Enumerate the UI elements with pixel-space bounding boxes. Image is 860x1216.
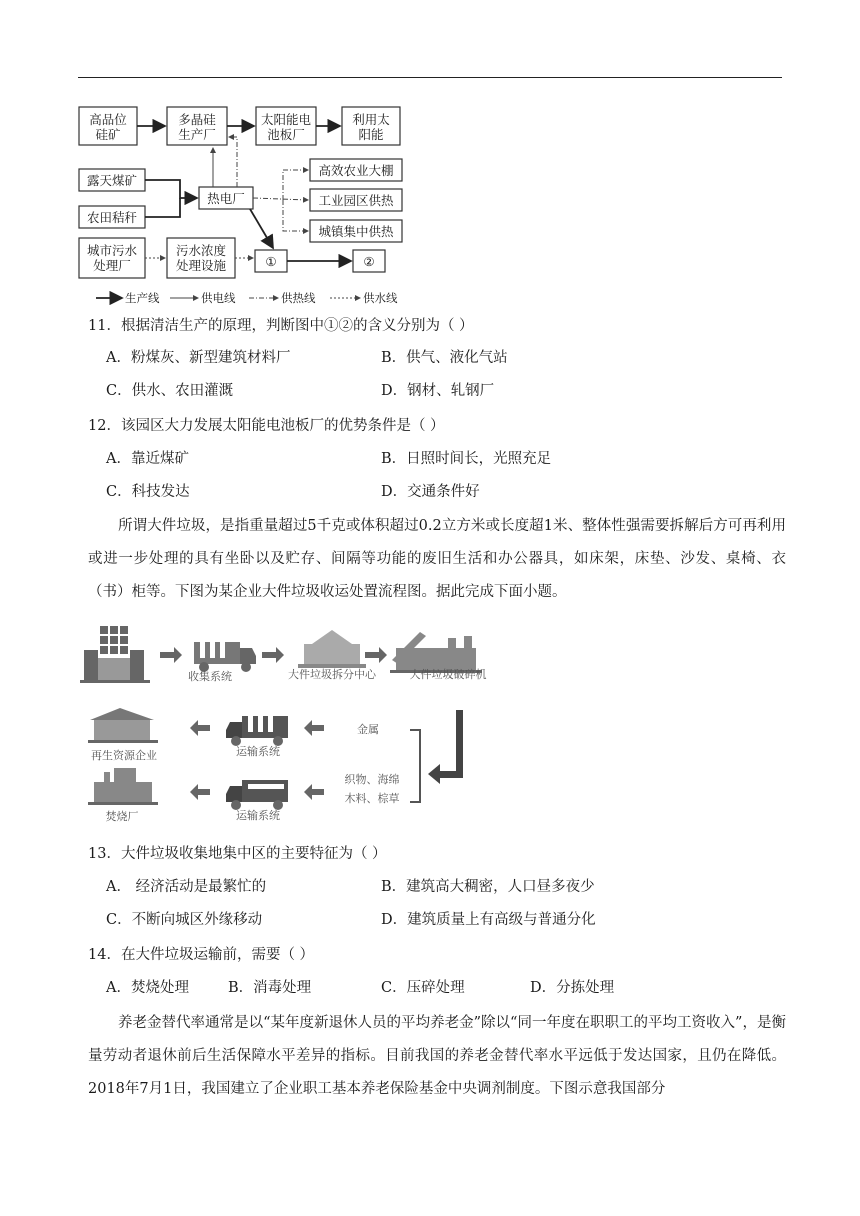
header-rule bbox=[78, 77, 782, 78]
q11-option-b[interactable]: B．供气、液化气站 bbox=[381, 350, 508, 366]
q12-stem: 12．该园区大力发展太阳能电池板厂的优势条件是（ ） bbox=[88, 418, 445, 434]
q13-option-a[interactable]: A． 经济活动是最繁忙的 bbox=[106, 879, 267, 895]
q12-option-a[interactable]: A．靠近煤矿 bbox=[106, 451, 189, 467]
q13-stem: 13．大件垃圾收集地集中区的主要特征为（ ） bbox=[88, 846, 387, 862]
bend-arrow-icon bbox=[428, 710, 463, 784]
label-split: 大件垃圾拆分中心 bbox=[288, 668, 376, 681]
legend-heat: 供热线 bbox=[281, 291, 316, 305]
industrial-park-flow-diagram bbox=[70, 95, 430, 310]
label-chengzhen: 城镇集中供热 bbox=[318, 224, 394, 239]
label-nongtian: 农田秸秆 bbox=[86, 210, 138, 225]
label-fabric1: 织物、海绵 bbox=[344, 773, 400, 786]
label-taiyang: 太阳能电池板厂 bbox=[260, 112, 312, 142]
passage-bulky-waste: 所谓大件垃圾，是指重量超过5千克或体积超过0.2立方米或长度超1米、整体性强需要拆解后方可再利用或进一步处理的具有坐卧以及贮存、间隔等功能的废旧生活和办公器具，如床架，床垫、沙发、桌椅、衣（书）柜等。下图为某企业大件垃圾收运处置流程图。据此完成下面小题。 bbox=[88, 518, 786, 600]
label-fabric2: 木料、棕草 bbox=[344, 792, 400, 805]
q11-option-c[interactable]: C．供水、农田灌溉 bbox=[106, 383, 234, 399]
label-chengshi: 城市污水处理厂 bbox=[86, 243, 138, 273]
arrow-left-icon bbox=[304, 784, 324, 800]
arrow-right-icon bbox=[262, 647, 284, 663]
q11-stem: 11．根据清洁生产的原理，判断图中①②的含义分别为（ ） bbox=[88, 318, 474, 334]
label-burn: 焚烧厂 bbox=[105, 810, 139, 823]
label-liyong: 利用太阳能 bbox=[352, 112, 390, 142]
q14-option-c[interactable]: C．压碎处理 bbox=[381, 980, 465, 996]
q14-option-a[interactable]: A．焚烧处理 bbox=[106, 980, 189, 996]
building-icon bbox=[80, 626, 150, 683]
label-wushui: 污水浓度处理设施 bbox=[175, 243, 227, 273]
q13-option-d[interactable]: D．建筑质量上有高级与普通分化 bbox=[381, 912, 596, 928]
legend-power: 供电线 bbox=[201, 291, 236, 305]
label-c1: ① bbox=[265, 254, 277, 269]
label-collect: 收集系统 bbox=[188, 670, 232, 683]
q11-option-a[interactable]: A．粉煤灰、新型建筑材料厂 bbox=[106, 350, 291, 366]
q14-stem: 14．在大件垃圾运输前，需要（ ） bbox=[88, 947, 315, 963]
q14-option-d[interactable]: D．分拣处理 bbox=[530, 980, 615, 996]
label-lutian: 露天煤矿 bbox=[86, 173, 138, 188]
q11-option-d[interactable]: D．钢材、轧钢厂 bbox=[381, 383, 495, 399]
label-transport2: 运输系统 bbox=[236, 809, 280, 822]
label-recycle: 再生资源企业 bbox=[91, 749, 157, 762]
incinerator-icon bbox=[88, 768, 158, 805]
label-dapeng: 高效农业大棚 bbox=[318, 163, 394, 178]
q12-option-b[interactable]: B．日照时间长，光照充足 bbox=[381, 451, 552, 467]
q13-option-b[interactable]: B．建筑高大稠密，人口昼多夜少 bbox=[381, 879, 595, 895]
recycle-enterprise-icon bbox=[88, 708, 158, 743]
label-gaopin: 高品位硅矿 bbox=[89, 112, 127, 142]
label-redian: 热电厂 bbox=[207, 191, 245, 206]
label-transport1: 运输系统 bbox=[236, 745, 280, 758]
q12-option-d[interactable]: D．交通条件好 bbox=[381, 484, 480, 500]
split-center-icon bbox=[298, 630, 366, 668]
bulky-waste-flow-diagram bbox=[80, 618, 500, 828]
arrow-left-icon bbox=[190, 720, 210, 736]
label-duojing: 多晶硅生产厂 bbox=[178, 112, 216, 142]
arrow-right-icon bbox=[365, 647, 387, 663]
label-metal: 金属 bbox=[357, 723, 379, 736]
q13-option-c[interactable]: C．不断向城区外缘移动 bbox=[106, 912, 263, 928]
legend-production: 生产线 bbox=[125, 291, 160, 305]
passage-pension: 养老金替代率通常是以“某年度新退休人员的平均养老金”除以“同一年度在职职工的平均工资收入”，是衡量劳动者退休前后生活保障水平差异的指标。目前我国的养老金替代率水平远低于发达国家，且仍在降低。2018年7月1日，我国建立了企业职工基本养老保险基金中央调剂制度。下图示意我国部分 bbox=[88, 1015, 786, 1097]
label-crush: 大件垃圾破碎机 bbox=[409, 668, 487, 681]
crusher-icon bbox=[390, 632, 482, 673]
legend bbox=[96, 291, 398, 305]
arrow-right-icon bbox=[160, 647, 182, 663]
q14-option-b[interactable]: B．消毒处理 bbox=[228, 980, 312, 996]
label-gongye: 工业园区供热 bbox=[318, 193, 394, 208]
q12-option-c[interactable]: C．科技发达 bbox=[106, 484, 190, 500]
transport-truck-icon bbox=[226, 780, 288, 810]
transport-truck-icon bbox=[226, 714, 288, 746]
arrow-left-icon bbox=[190, 784, 210, 800]
label-c2: ② bbox=[363, 254, 375, 269]
arrow-left-icon bbox=[304, 720, 324, 736]
legend-water: 供水线 bbox=[363, 291, 398, 305]
collection-truck-icon bbox=[194, 640, 256, 672]
